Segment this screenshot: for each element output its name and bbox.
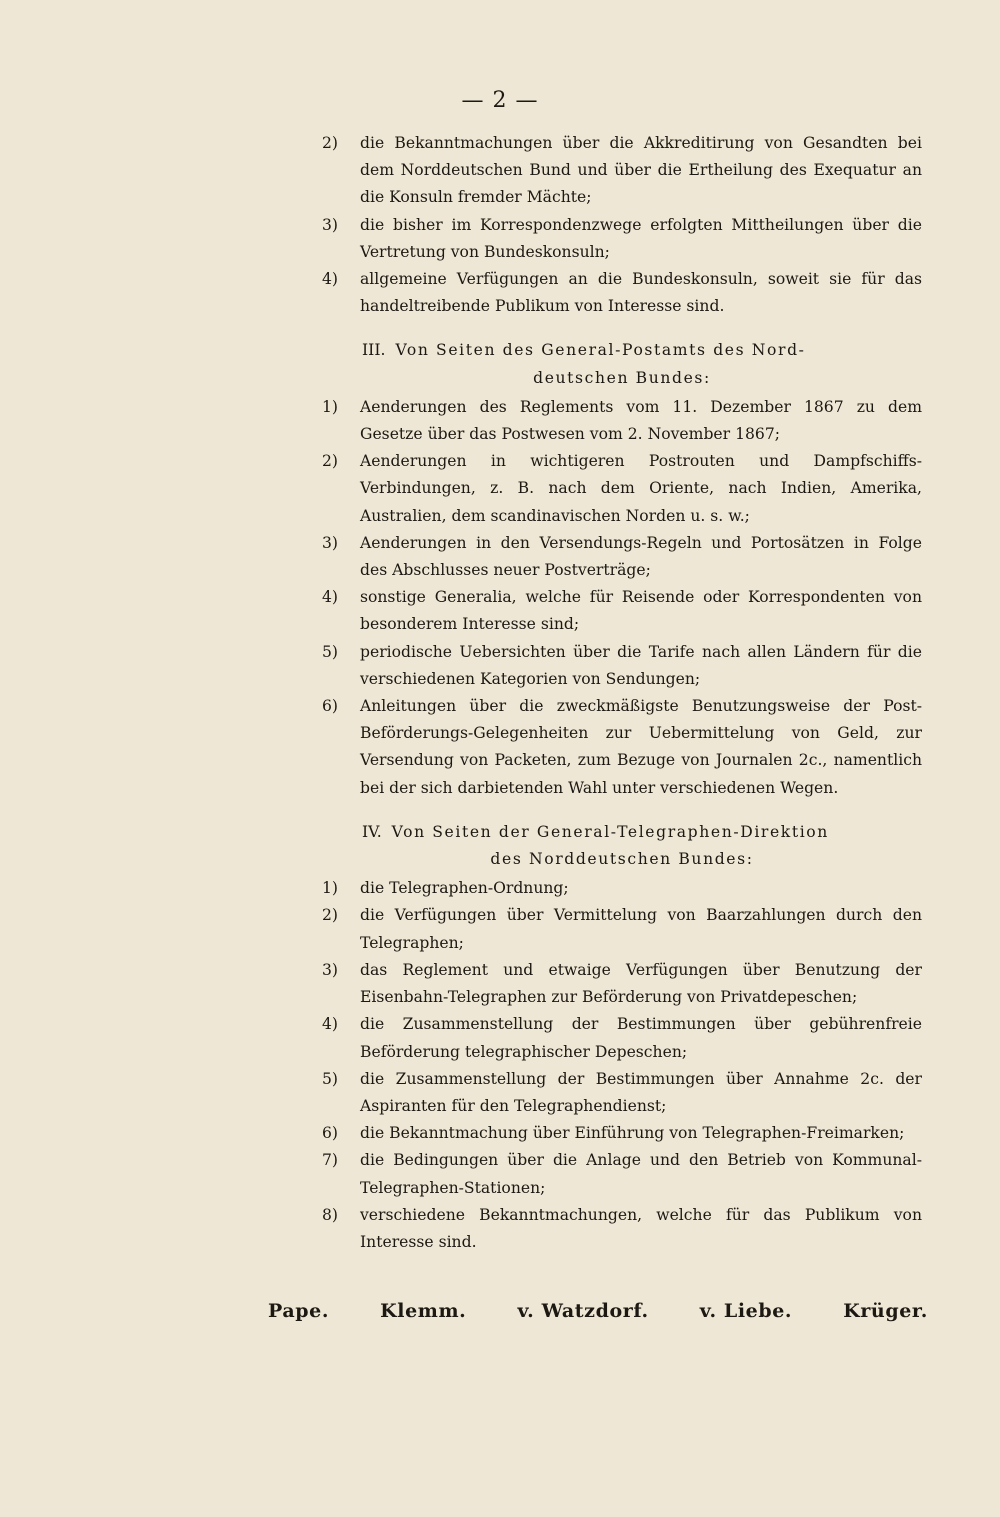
item-number: 3) xyxy=(322,215,339,234)
list-item xyxy=(322,448,922,530)
signature-name: Pape. xyxy=(268,1300,330,1322)
list-item xyxy=(322,957,922,1011)
signature-name: v. Liebe. xyxy=(699,1300,793,1322)
item-number: 8) xyxy=(322,1205,339,1224)
signature-name: v. Watzdorf. xyxy=(517,1300,649,1322)
list-item xyxy=(322,902,922,956)
section-heading-iii xyxy=(322,337,922,391)
item-text: die Bekanntmachung über Einführung von Telegraphen-Freimarken; xyxy=(360,1124,905,1143)
item-number: 1) xyxy=(322,397,339,416)
item-text: periodische Uebersichten über die Tarife nach allen Ländern für die verschiedenen Kategorien von Sendungen; xyxy=(360,642,922,688)
item-text: die Verfügungen über Vermittelung von Baarzahlungen durch den Telegraphen; xyxy=(360,906,922,952)
list-item xyxy=(322,1011,922,1065)
section-iii-list xyxy=(322,394,922,802)
item-number: 4) xyxy=(322,588,339,607)
item-number: 6) xyxy=(322,1124,339,1143)
list-item xyxy=(322,693,922,802)
list-item xyxy=(322,1120,922,1147)
item-number: 4) xyxy=(322,1015,339,1034)
list-item xyxy=(322,1066,922,1120)
item-number: 4) xyxy=(322,270,339,289)
list-item xyxy=(322,1202,922,1256)
section-heading-line: Von Seiten der General-Telegraphen-Direktion xyxy=(391,822,829,841)
page-content xyxy=(322,130,922,1256)
item-text: Aenderungen des Reglements vom 11. Dezember 1867 zu dem Gesetze über das Postwesen vom 2. November 1867; xyxy=(360,397,922,444)
list-item xyxy=(322,1147,922,1201)
section-iv-list xyxy=(322,875,922,1256)
list-item xyxy=(322,394,922,448)
item-number: 3) xyxy=(322,533,339,552)
item-number: 2) xyxy=(322,452,339,471)
signature-line xyxy=(268,1300,928,1322)
item-text: die Zusammenstellung der Bestimmungen über gebührenfreie Beförderung telegraphischer Depeschen; xyxy=(360,1015,922,1061)
intro-list xyxy=(322,130,922,320)
list-item xyxy=(322,875,922,902)
item-text: Aenderungen in den Versendungs-Regeln und Portosätzen in Folge des Abschlusses neuer Postverträge; xyxy=(360,533,922,580)
section-heading-line: des Norddeutschen Bundes: xyxy=(490,850,754,869)
item-text: die Zusammenstellung der Bestimmungen über Annahme 2c. der Aspiranten für den Telegraphendienst; xyxy=(360,1069,922,1115)
list-item xyxy=(322,639,922,693)
item-number: 5) xyxy=(322,1069,339,1088)
list-item xyxy=(322,130,922,212)
item-text: die bisher im Korrespondenzwege erfolgten Mittheilungen über die Vertretung von Bundeskonsuln; xyxy=(360,215,922,261)
list-item xyxy=(322,212,922,266)
item-number: 1) xyxy=(322,879,339,898)
section-heading-iv xyxy=(322,819,922,873)
section-roman-numeral: III. xyxy=(362,341,386,360)
item-text: allgemeine Verfügungen an die Bundeskonsuln, soweit sie für das handeltreibende Publikum von Interesse sind. xyxy=(360,270,922,316)
section-roman-numeral: IV. xyxy=(362,822,382,841)
item-number: 2) xyxy=(322,906,339,925)
item-number: 6) xyxy=(322,697,339,716)
item-text: die Bekanntmachungen über die Akkreditirung von Gesandten bei dem Norddeutschen Bund und über die Ertheilung des Exequatur an die Konsuln fremder Mächte; xyxy=(360,134,922,207)
list-item xyxy=(322,530,922,584)
section-heading-line: deutschen Bundes: xyxy=(533,368,711,387)
item-text: das Reglement und etwaige Verfügungen über Benutzung der Eisenbahn-Telegraphen zur Beförderung von Privatdepeschen; xyxy=(360,960,922,1007)
item-text: Aenderungen in wichtigeren Postrouten und Dampfschiffs-Verbindungen, z. B. nach dem Oriente, nach Indien, Amerika, Australien, dem scandinavischen Norden u. s. w.; xyxy=(360,452,922,525)
item-text: verschiedene Bekanntmachungen, welche für das Publikum von Interesse sind. xyxy=(360,1205,922,1251)
item-number: 2) xyxy=(322,134,339,152)
item-text: die Telegraphen-Ordnung; xyxy=(360,879,569,898)
item-number: 7) xyxy=(322,1151,339,1170)
item-text: die Bedingungen über die Anlage und den Betrieb von Kommunal-Telegraphen-Stationen; xyxy=(360,1151,922,1197)
item-text: sonstige Generalia, welche für Reisende oder Korrespondenten von besonderem Interesse sind; xyxy=(360,588,922,634)
signature-name: Krüger. xyxy=(843,1300,928,1322)
section-heading-line: Von Seiten des General-Postamts des Nord- xyxy=(395,341,806,360)
list-item xyxy=(322,266,922,320)
page-number: — 2 — xyxy=(461,88,539,113)
item-number: 3) xyxy=(322,960,339,979)
list-item xyxy=(322,584,922,638)
item-number: 5) xyxy=(322,642,339,661)
signature-name: Klemm. xyxy=(380,1300,467,1322)
item-text: Anleitungen über die zweckmäßigste Benutzungsweise der Post-Beförderungs-Gelegenheiten zur Uebermittelung von Geld, zur Versendung von Packeten, zum Bezuge von Journalen 2c., namentlich bei der sich darbietenden Wahl unter verschiedenen Wegen. xyxy=(360,697,922,797)
